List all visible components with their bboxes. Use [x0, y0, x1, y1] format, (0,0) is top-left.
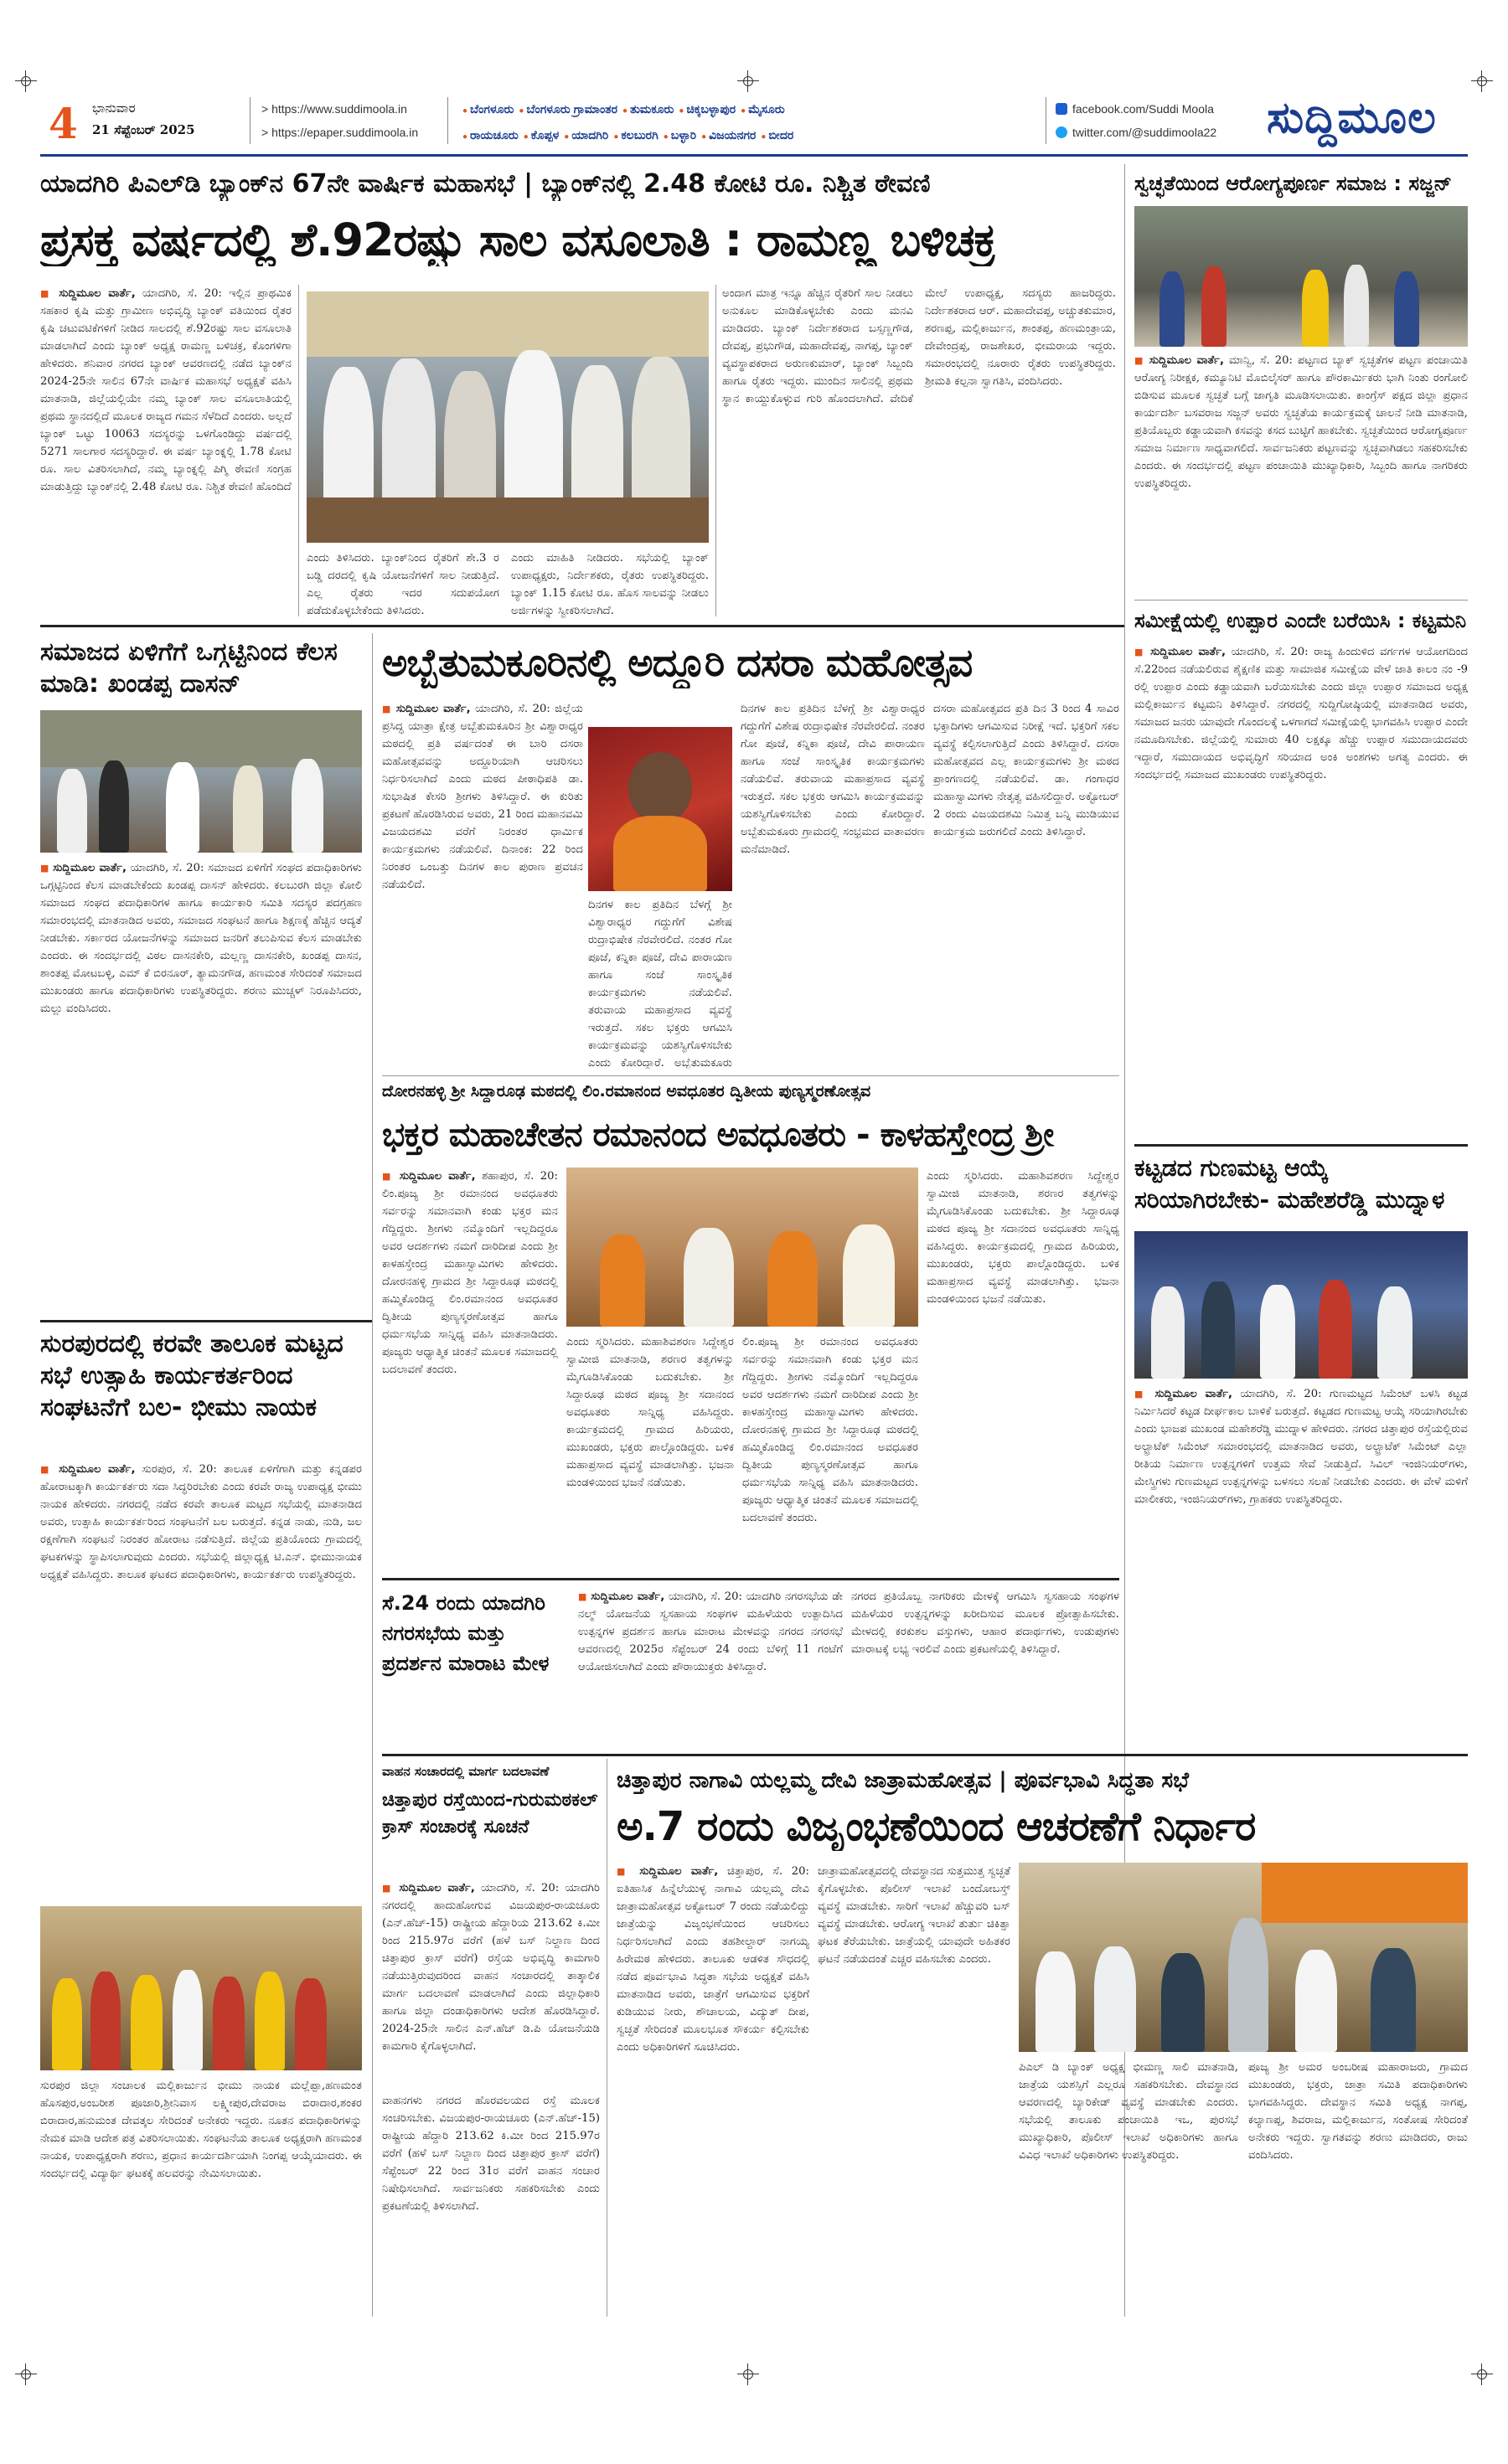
dasara-column-3: ದಿನಗಳ ಕಾಲ ಪ್ರತಿದಿನ ಬೆಳಗ್ಗೆ ಶ್ರೀ ವಿಶ್ವಾರಾಧ್ಯರ ಗದ್ದುಗೆಗೆ ವಿಶೇಷ ರುದ್ರಾಭಿಷೇಕ ನೆರವೇರಲಿದೆ. ನಂತರ ಗೋ ಪೂಜೆ, ಕನ್ನಿಕಾ ಪೂಜೆ, ದೇವಿ ಪಾರಾಯಣ ಹಾಗೂ ಸಂಜೆ ಸಾಂಸ್ಕೃತಿಕ ಕಾರ್ಯಕ್ರಮಗಳು ನಡೆಯಲಿವೆ. ತರುವಾಯ ಮಹಾಪ್ರಸಾದ ವ್ಯವಸ್ಥೆ ಇರುತ್ತದೆ. ಸಕಲ ಭಕ್ತರು ಆಗಮಿಸಿ ಕಾರ್ಯಕ್ರಮವನ್ನು ಯಶಸ್ವಿಗೊಳಿಸಬೇಕು ಎಂದು ಕೋರಿದ್ದಾರೆ. ಅಬ್ಬೆತುಮಕೂರು ಗ್ರಾಮದಲ್ಲಿ ಸಂಭ್ರಮದ ವಾತಾವರಣ ಮನೆಮಾಡಿದೆ.: [741, 703, 925, 856]
edition-city-link[interactable]: ● ಬೆಂಗಳೂರು ಗ್ರಾಮಾಂತರ: [514, 102, 617, 116]
facebook-link[interactable]: facebook.com/Suddi Moola: [1072, 102, 1214, 116]
bheemu-photo: [40, 1906, 362, 2070]
edition-city-link[interactable]: ● ಮೈಸೂರು: [736, 102, 785, 116]
lead-column-1: ■ ಸುದ್ದಿಮೂಲ ವಾರ್ತೆ, ಯಾದಗಿರಿ, ಸೆ. 20: ಇಲ್ಲಿನ ಪ್ರಾಥಮಿಕ ಸಹಕಾರ ಕೃಷಿ ಮತ್ತು ಗ್ರಾಮೀಣ ಅಭಿವೃದ್ಧಿ ಬ್ಯಾಂಕ್ ವತಿಯಿಂದ ರೈತರ ಕೃಷಿ ಚಟುವಟಿಕೆಗಳಿಗೆ ನೀಡಿದ ಸಾಲದಲ್ಲಿ ಶೆ.92ರಷ್ಟು ಸಾಲ ವಸೂಲಾತಿ ಮಾಡಲಾಗಿದೆ ಎಂದು ಬ್ಯಾಂಕ್ ಅಧ್ಯಕ್ಷ ರಾಮಣ್ಣ ಬಳಿಚಕ್ರ, ಕೊಂಗಳಿಗಾ ಹೇಳಿದರು. ಶನಿವಾರ ನಗರದ ಬ್ಯಾಂಕ್ ಆವರಣದಲ್ಲಿ ನಡೆದ ಬ್ಯಾಂಕ್‌ನ 2024-25ನೇ ಸಾಲಿನ 67ನೇ ವಾರ್ಷಿಕ ಮಹಾಸಭೆ ಅಧ್ಯಕ್ಷತೆ ವಹಿಸಿ ಮಾತನಾಡಿ, ಜಿಲ್ಲೆಯಲ್ಲಿಯೇ ನಮ್ಮ ಬ್ಯಾಂಕ್ ಸಾಲ ವಸೂಲಾತಿಯಲ್ಲಿ ಪ್ರಥಮ ಸ್ಥಾನದಲ್ಲಿದೆ ಮೂಲಕ ರಾಜ್ಯದ ಗಮನ ಸೆಳೆದಿದೆ ಎಂದರು. ಅಲ್ಲದೆ ಬ್ಯಾಂಕ್ ಒಟ್ಟು 10063 ಸದಸ್ಯರನ್ನು ಒಳಗೊಂಡಿದ್ದು ವರ್ಷದಲ್ಲಿ 5271 ಸಾಲಗಾರ ಸದಸ್ಯರಿದ್ದಾರೆ. ಈ ವರ್ಷ ಬ್ಯಾಂಕ್ನಲ್ಲಿ 1.78 ಕೋಟಿ ರೂ. ಸಾಲ ವಿತರಿಸಲಾಗಿದೆ, ನಮ್ಮ ಬ್ಯಾಂಕ್ನಲ್ಲಿ ಪಿಗ್ಮಿ ಠೇವಣಿ ಸಂಗ್ರಹ ಮಾಡುತ್ತಿದ್ದು ಬ್ಯಾಂಕ್‌ನಲ್ಲಿ 2.48 ಕೋಟಿ ರೂ. ನಿಶ್ಚಿತ ಠೇವಣಿ ಹೊಂದಿದೆ: [40, 285, 292, 616]
edition-city-link[interactable]: ● ಯಾದಗಿರಿ: [559, 128, 608, 142]
nagavi-kicker: ಚಿತ್ತಾಪುರ ನಾಗಾವಿ ಯಲ್ಲಮ್ಮ ದೇವಿ ಜಾತ್ರಾಮಹೋತ್ಸವ | ಪೂರ್ವಭಾವಿ ಸಿದ್ಧತಾ ಸಭೆ: [617, 1768, 1189, 1793]
nagavi-photo: [1019, 1863, 1468, 2052]
traffic-column-2: ವಾಹನಗಳು ನಗರದ ಹೊರವಲಯದ ರಸ್ತೆ ಮೂಲಕ ಸಂಚರಿಸಬೇಕು. ವಿಜಯಪುರ-ರಾಯಚೂರು (ಎನ್.ಹೆಚ್-15) ರಾಷ್ಟ್ರೀಯ ಹೆದ್ದಾರಿ 213.62 ಕಿ.ಮೀ ರಿಂದ 215.97ರ ವರೆಗೆ (ಹಳೆ ಬಸ್ ನಿಲ್ದಾಣ ದಿಂದ ಚಿತ್ತಾಪುರ ಕ್ರಾಸ್ ವರೆಗೆ) ಸೆಪ್ಟೆಂಬರ್ 22 ರಿಂದ 31ರ ವರೆಗೆ ವಾಹನ ಸಂಚಾರ ನಿಷೇಧಿಸಲಾಗಿದೆ. ಸಾರ್ವಜನಿಕರು ಸಹಕರಿಸಬೇಕು ಎಂದು ಪ್ರಕಟಣೆಯಲ್ಲಿ ತಿಳಿಸಲಾಗಿದೆ.: [382, 2092, 600, 2317]
edition-city-link[interactable]: ● ಕೊಪ್ಪಳ: [519, 128, 560, 142]
twitter-link[interactable]: twitter.com/@suddimoola22: [1072, 126, 1217, 139]
lead-photo: [307, 291, 709, 543]
registration-mark-bottom-center: [737, 2363, 759, 2385]
edition-city-link[interactable]: ● ವಿಜಯನಗರ: [696, 128, 756, 142]
fair-column-2: ನಗರದ ಪ್ರತಿಯೊಬ್ಬ ನಾಗರಿಕರು ಮೇಳಕ್ಕೆ ಆಗಮಿಸಿ ಸ್ವಸಹಾಯ ಸಂಘಗಳ ಮಹಿಳೆಯರ ಉತ್ಪನ್ನಗಳನ್ನು ಖರೀದಿಸುವ ಮೂಲಕ ಪ್ರೋತ್ಸಾಹಿಸಬೇಕು. ಮೇಳದಲ್ಲಿ ಕರಕುಶಲ ವಸ್ತುಗಳು, ಆಹಾರ ಪದಾರ್ಥಗಳು, ಉಡುಪುಗಳು ಮಾರಾಟಕ್ಕೆ ಲಭ್ಯ ಇರಲಿವೆ ಎಂದು ಪ್ರಕಟಣೆಯಲ್ಲಿ ತಿಳಿಸಿದ್ದಾರೆ.: [851, 1590, 1119, 1656]
ramananda-column-3: ಲಿಂ.ಪೂಜ್ಯ ಶ್ರೀ ರಮಾನಂದ ಅವಧೂತರು ಸರ್ವರನ್ನು ಸಮಾನವಾಗಿ ಕಂಡು ಭಕ್ತರ ಮನ ಗೆದ್ದಿದ್ದರು. ಶ್ರೀಗಳು ನಮ್ಮೊಂದಿಗೆ ಇಲ್ಲದಿದ್ದರೂ ಅವರ ಆದರ್ಶಗಳು ನಮಗೆ ದಾರಿದೀಪ ಎಂದು ಶ್ರೀ ಕಾಳಹಸ್ತೇಂದ್ರ ಮಹಾಸ್ವಾಮಿಗಳು ಹೇಳಿದರು. ದೋರನಹಳ್ಳಿ ಗ್ರಾಮದ ಶ್ರೀ ಸಿದ್ದಾರೂಢ ಮಠದಲ್ಲಿ ಹಮ್ಮಿಕೊಂಡಿದ್ದ ಲಿಂ.ರಮಾನಂದ ಅವಧೂತರ ದ್ವಿತೀಯ ಪುಣ್ಯಸ್ಮರಣೋತ್ಸವ ಹಾಗೂ ಧರ್ಮಸಭೆಯ ಸಾನ್ನಿಧ್ಯ ವಹಿಸಿ ಮಾತನಾಡಿದರು. ಪೂಜ್ಯರು ಆಧ್ಯಾತ್ಮಿಕ ಚಿಂತನೆ ಮೂಲಕ ಸಮಾಜದಲ್ಲಿ ಬದಲಾವಣೆ ತಂದರು.: [742, 1336, 918, 1524]
epaper-link[interactable]: https://epaper.suddimoola.in: [271, 126, 419, 139]
edition-city-link[interactable]: ● ಬಳ್ಳಾರಿ: [658, 128, 696, 142]
dasara-headline: ಅಬ್ಬೆತುಮಕೂರಿನಲ್ಲಿ ಅದ್ದೂರಿ ದಸರಾ ಮಹೋತ್ಸವ: [382, 640, 973, 685]
edition-city-link[interactable]: ● ಚಿಕ್ಕಬಳ್ಳಾಪುರ: [674, 102, 736, 116]
khandappa-photo: [40, 710, 362, 853]
ramananda-headline: ಭಕ್ತರ ಮಹಾಚೇತನ ರಮಾನಂದ ಅವಧೂತರು - ಕಾಳಹಸ್ತೇಂದ್ರ ಶ್ರೀ: [382, 1116, 1054, 1154]
registration-mark-bottom-left: [15, 2363, 37, 2385]
bheemu-story-continued: ಸುರಪುರ ಜಿಲ್ಲಾ ಸಂಚಾಲಕ ಮಲ್ಲಿಕಾರ್ಜುನ ಭೀಮು ನಾಯಕ ಮಲ್ಲೆಪ್ಪಾ,ಹಣಮಂತ ಹೊಸಪುರ,ಅಂಬರೀಶ ಪೂಜಾರಿ,ಶ್ರೀನಿವಾಸ ಲಕ್ಷ್ಮೀಪುರ,ದೇವರಾಜ ಬಿರಾದಾರ,ಶಂಕರ ಬಿರಾದಾರ,ಹನುಮಂತ ದೇವತ್ಕಲ ಸೇರಿದಂತೆ ಅನೇಕರು ಇದ್ದರು. ನೂತನ ಪದಾಧಿಕಾರಿಗಳನ್ನು ನೇಮಕ ಮಾಡಿ ಆದೇಶ ಪತ್ರ ವಿತರಿಸಲಾಯಿತು. ಸಂಘಟನೆಯ ತಾಲೂಕ ಅಧ್ಯಕ್ಷರಾಗಿ ಹಣಮಂತ ನಾಯಕ, ಉಪಾಧ್ಯಕ್ಷರಾಗಿ ಶರಣು, ಪ್ರಧಾನ ಕಾರ್ಯದರ್ಶಿಯಾಗಿ ನಿಂಗಪ್ಪ ಆಯ್ಕೆಯಾದರು. ಈ ಸಂದರ್ಭದಲ್ಲಿ ವಿದ್ಯಾರ್ಥಿ ಘಟಕಕ್ಕೆ ಹಲವರನ್ನು ನೇಮಿಸಲಾಯಿತು.: [40, 2080, 362, 2180]
kattada-story: ■ ಸುದ್ದಿಮೂಲ ವಾರ್ತೆ, ಯಾದಗಿರಿ, ಸೆ. 20: ಗುಣಮಟ್ಟದ ಸಿಮೆಂಟ್ ಬಳಸಿ ಕಟ್ಟಡ ನಿರ್ಮಿಸಿದರೆ ಕಟ್ಟಡ ದೀರ್ಘಕಾಲ ಬಾಳಿಕೆ ಬರುತ್ತದೆ. ಕಟ್ಟಡದ ಗುಣಮಟ್ಟ ಆಯ್ಕೆ ಸರಿಯಾಗಿರಬೇಕು ಎಂದು ಭಾಜಪ ಮುಖಂಡ ಮಹೇಶರೆಡ್ಡಿ ಮುದ್ನಾಳ ಹೇಳಿದರು. ನಗರದ ಚಿತ್ತಾಪುರ ರಸ್ತೆಯಲ್ಲಿರುವ ಅಲ್ಟ್ರಾಟೆಕ್ ಸಿಮೆಂಟ್ ಸಮಾರಂಭದಲ್ಲಿ ಮಾತನಾಡಿದ ಅವರು, ಅಲ್ಟ್ರಾಟೆಕ್ ಸಿಮೆಂಟ್ ಎಲ್ಲಾ ರೀತಿಯ ನಿರ್ಮಾಣ ಉತ್ಪನ್ನಗಳಿಗೆ ಉತ್ತಮ ಸೇವೆ ನೀಡುತ್ತಿದೆ. ಸಿವಿಲ್ ಇಂಜಿನಿಯರ್‌ಗಳು, ಮೇಸ್ತ್ರಿಗಳು ಗುಣಮಟ್ಟದ ಉತ್ಪನ್ನಗಳನ್ನು ಬಳಸಲು ಸಲಹೆ ನೀಡಬೇಕು ಎಂದರು. ಈ ವೇಳೆ ಮಳಿಗೆ ಮಾಲೀಕರು, ಇಂಜಿನಿಯರ್‌ಗಳು, ಗ್ರಾಹಕರು ಉಪಸ್ಥಿತರಿದ್ದರು.: [1134, 1385, 1468, 1720]
edition-city-link[interactable]: ● ಬೀದರ: [756, 128, 793, 142]
registration-mark-bottom-right: [1471, 2363, 1493, 2385]
social-links: [1056, 97, 1216, 144]
edition-cities: [457, 97, 793, 149]
weekday: ಭಾನುವಾರ: [92, 101, 136, 116]
fair-column-1: ■ ಸುದ್ದಿಮೂಲ ವಾರ್ತೆ, ಯಾದಗಿರಿ, ಸೆ. 20: ಯಾದಗಿರಿ ನಗರಸಭೆಯ ಡೇ ನಲ್ಮ್ ಯೋಜನೆಯ ಸ್ವಸಹಾಯ ಸಂಘಗಳ ಮಹಿಳೆಯರು ಉತ್ಪಾದಿಸಿದ ಉತ್ಪನ್ನಗಳ ಪ್ರದರ್ಶನ ಹಾಗೂ ಮಾರಾಟ ಮೇಳವನ್ನು ನಗರದ ನಗರಸಭೆ ಆವರಣದಲ್ಲಿ 2025ರ ಸೆಪ್ಟೆಂಬರ್ 24 ರಂದು ಬೆಳಿಗ್ಗೆ 11 ಗಂಟೆಗೆ ಆಯೋಜಿಸಲಾಗಿದೆ ಎಂದು ಪೌರಾಯುಕ್ತರು ತಿಳಿಸಿದ್ದಾರೆ.: [578, 1588, 843, 1747]
nagavi-column-4: ಪೂಜ್ಯ ಶ್ರೀ ಅಮರ ಅಂಬರೀಷ ಮಹಾರಾಜರು, ಗ್ರಾಮದ ಮುಖಂಡರು, ಭಕ್ತರು, ಜಾತ್ರಾ ಸಮಿತಿ ಪದಾಧಿಕಾರಿಗಳು ಭಾಗವಹಿಸಿದ್ದರು. ದೇವಸ್ಥಾನ ಸಮಿತಿ ಅಧ್ಯಕ್ಷ ನಾಗಪ್ಪ, ಕಲ್ಯಾಣಪ್ಪ, ಶಿವರಾಜ, ಮಲ್ಲಿಕಾರ್ಜುನ, ಸಂತೋಷ ಸೇರಿದಂತೆ ಅನೇಕರು ಇದ್ದರು. ಸ್ವಾಗತವನ್ನು ಶರಣು ಮಾಡಿದರು, ರಾಜು ವಂದಿಸಿದರು.: [1248, 2061, 1468, 2162]
page-number: 4: [49, 99, 78, 148]
ramananda-column-2: ಎಂದು ಸ್ಮರಿಸಿದರು. ಮಹಾಶಿವಶರಣ ಸಿದ್ದೇಶ್ವರ ಸ್ವಾಮೀಜಿ ಮಾತನಾಡಿ, ಶರಣರ ತತ್ವಗಳನ್ನು ಮೈಗೂಡಿಸಿಕೊಂಡು ಬದುಕಬೇಕು. ಶ್ರೀ ಸಿದ್ದಾರೂಢ ಮಠದ ಪೂಜ್ಯ ಶ್ರೀ ಸದಾನಂದ ಅವಧೂತರು ಸಾನ್ನಿಧ್ಯ ವಹಿಸಿದ್ದರು. ಕಾರ್ಯಕ್ರಮದಲ್ಲಿ ಗ್ರಾಮದ ಹಿರಿಯರು, ಮುಖಂಡರು, ಭಕ್ತರು ಪಾಲ್ಗೊಂಡಿದ್ದರು. ಬಳಿಕ ಮಹಾಪ್ರಸಾದ ವ್ಯವಸ್ಥೆ ಮಾಡಲಾಗಿತ್ತು. ಭಜನಾ ಮಂಡಳಿಯಿಂದ ಭಜನೆ ನಡೆಯಿತು.: [566, 1336, 734, 1489]
nagavi-column-1: ■ ಸುದ್ದಿಮೂಲ ವಾರ್ತೆ, ಚಿತ್ತಾಪುರ, ಸೆ. 20: ಐತಿಹಾಸಿಕ ಹಿನ್ನೆಲೆಯುಳ್ಳ ನಾಗಾವಿ ಯಲ್ಲಮ್ಮ ದೇವಿ ಜಾತ್ರಾಮಹೋತ್ಸವ ಅಕ್ಟೋಬರ್ 7 ರಂದು ನಡೆಯಲಿದ್ದು ಜಾತ್ರೆಯನ್ನು ವಿಜೃಂಭಣೆಯಿಂದ ಆಚರಿಸಲು ನಿರ್ಧರಿಸಲಾಗಿದೆ ಎಂದು ತಹಶೀಲ್ದಾರ್ ನಾಗಯ್ಯ ಹಿರೇಮಠ ಹೇಳಿದರು. ತಾಲೂಕು ಆಡಳಿತ ಸೌಧದಲ್ಲಿ ನಡೆದ ಪೂರ್ವಭಾವಿ ಸಿದ್ಧತಾ ಸಭೆಯ ಅಧ್ಯಕ್ಷತೆ ವಹಿಸಿ ಮಾತನಾಡಿದ ಅವರು, ಜಾತ್ರೆಗೆ ಆಗಮಿಸುವ ಭಕ್ತರಿಗೆ ಕುಡಿಯುವ ನೀರು, ಶೌಚಾಲಯ, ವಿದ್ಯುತ್ ದೀಪ, ಸ್ವಚ್ಛತೆ ಸೇರಿದಂತೆ ಮೂಲಭೂತ ಸೌಕರ್ಯ ಕಲ್ಪಿಸಬೇಕು ಎಂದು ಅಧಿಕಾರಿಗಳಿಗೆ ಸೂಚಿಸಿದರು.: [617, 1863, 809, 2317]
lead-headline: ಪ್ರಸಕ್ತ ವರ್ಷದಲ್ಲಿ ಶೆ.92ರಷ್ಟು ಸಾಲ ವಸೂಲಾತಿ : ರಾಮಣ್ಣ ಬಳಿಚಕ್ರ: [40, 214, 996, 266]
traffic-kicker: ವಾಹನ ಸಂಚಾರದಲ್ಲಿ ಮಾರ್ಗ ಬದಲಾವಣೆ: [382, 1764, 550, 1779]
kattamani-headline: ಸಮೀಕ್ಷೆಯಲ್ಲಿ ಉಪ್ಪಾರ ಎಂದೇ ಬರೆಯಿಸಿ : ಕಟ್ಟಮನಿ: [1134, 609, 1467, 632]
nagavi-column-3: ಪಿಎಲ್ ಡಿ ಬ್ಯಾಂಕ್ ಅಧ್ಯಕ್ಷ ಭೀಮಣ್ಣ ಸಾಲಿ ಮಾತನಾಡಿ, ಜಾತ್ರೆಯ ಯಶಸ್ಸಿಗೆ ಎಲ್ಲರೂ ಸಹಕರಿಸಬೇಕು. ದೇವಸ್ಥಾನದ ಆವರಣದಲ್ಲಿ ಬ್ಯಾರಿಕೇಡ್ ವ್ಯವಸ್ಥೆ ಮಾಡಬೇಕು ಎಂದರು. ಸಭೆಯಲ್ಲಿ ತಾಲೂಕು ಪಂಚಾಯಿತಿ ಇಒ, ಪುರಸಭೆ ಮುಖ್ಯಾಧಿಕಾರಿ, ಪೊಲೀಸ್ ಇಲಾಖೆ ಅಧಿಕಾರಿಗಳು ಹಾಗೂ ವಿವಿಧ ಇಲಾಖೆ ಅಧಿಕಾರಿಗಳು ಉಪಸ್ಥಿತರಿದ್ದರು.: [1019, 2061, 1238, 2162]
ramananda-photo: [566, 1168, 918, 1327]
nagavi-headline: ಅ.7 ರಂದು ವಿಜೃಂಭಣೆಯಿಂದ ಆಚರಣೆಗೆ ನಿರ್ಧಾರ: [617, 1803, 1256, 1850]
lead-kicker: ಯಾದಗಿರಿ ಪಿಎಲ್‌ಡಿ ಬ್ಯಾಂಕ್‌ನ 67ನೇ ವಾರ್ಷಿಕ ಮಹಾಸಭೆ | ಬ್ಯಾಂಕ್‌ನಲ್ಲಿ 2.48 ಕೋಟಿ ರೂ. ನಿಶ್ಚಿತ ಠೇವಣಿ: [40, 169, 931, 198]
newspaper-logo: ಸುದ್ದಿಮೂಲ: [1267, 92, 1437, 143]
edition-city-link[interactable]: ● ರಾಯಚೂರು: [457, 128, 519, 142]
kattada-headline: ಕಟ್ಟಡದ ಗುಣಮಟ್ಟ ಆಯ್ಕೆ ಸರಿಯಾಗಿರಬೇಕು- ಮಹೇಶರೆಡ್ಡಿ ಮುದ್ನಾಳ: [1134, 1154, 1445, 1214]
twitter-icon: [1056, 126, 1067, 138]
nagavi-column-2: ಜಾತ್ರಾಮಹೋತ್ಸವದಲ್ಲಿ ದೇವಸ್ಥಾನದ ಸುತ್ತಮುತ್ತ ಸ್ವಚ್ಛತೆ ಕೈಗೊಳ್ಳಬೇಕು. ಪೊಲೀಸ್ ಇಲಾಖೆ ಬಂದೋಬಸ್ತ್ ವ್ಯವಸ್ಥೆ ಮಾಡಬೇಕು. ಸಾರಿಗೆ ಇಲಾಖೆ ಹೆಚ್ಚುವರಿ ಬಸ್ ವ್ಯವಸ್ಥೆ ಮಾಡಬೇಕು. ಆರೋಗ್ಯ ಇಲಾಖೆ ತುರ್ತು ಚಿಕಿತ್ಸಾ ಘಟಕ ತೆರೆಯಬೇಕು. ಜಾತ್ರೆಯಲ್ಲಿ ಯಾವುದೇ ಅಹಿತಕರ ಘಟನೆ ನಡೆಯದಂತೆ ಎಚ್ಚರ ವಹಿಸಬೇಕು ಎಂದರು.: [818, 1865, 1010, 1966]
ramananda-column-4: ಎಂದು ಸ್ಮರಿಸಿದರು. ಮಹಾಶಿವಶರಣ ಸಿದ್ದೇಶ್ವರ ಸ್ವಾಮೀಜಿ ಮಾತನಾಡಿ, ಶರಣರ ತತ್ವಗಳನ್ನು ಮೈಗೂಡಿಸಿಕೊಂಡು ಬದುಕಬೇಕು. ಶ್ರೀ ಸಿದ್ದಾರೂಢ ಮಠದ ಪೂಜ್ಯ ಶ್ರೀ ಸದಾನಂದ ಅವಧೂತರು ಸಾನ್ನಿಧ್ಯ ವಹಿಸಿದ್ದರು. ಕಾರ್ಯಕ್ರಮದಲ್ಲಿ ಗ್ರಾಮದ ಹಿರಿಯರು, ಮುಖಂಡರು, ಭಕ್ತರು ಪಾಲ್ಗೊಂಡಿದ್ದರು. ಬಳಿಕ ಮಹಾಪ್ರಸಾದ ವ್ಯವಸ್ಥೆ ಮಾಡಲಾಗಿತ್ತು. ಭಜನಾ ಮಂಡಳಿಯಿಂದ ಭಜನೆ ನಡೆಯಿತು.: [927, 1170, 1119, 1306]
fair-headline: ಸೆ.24 ರಂದು ಯಾದಗಿರಿ ನಗರಸಭೆಯ ಮತ್ತು ಪ್ರದರ್ಶನ ಮಾರಾಟ ಮೇಳ: [382, 1591, 550, 1675]
dasara-column-2b: ದಿನಗಳ ಕಾಲ ಪ್ರತಿದಿನ ಬೆಳಗ್ಗೆ ಶ್ರೀ ವಿಶ್ವಾರಾಧ್ಯರ ಗದ್ದುಗೆಗೆ ವಿಶೇಷ ರುದ್ರಾಭಿಷೇಕ ನೆರವೇರಲಿದೆ. ನಂತರ ಗೋ ಪೂಜೆ, ಕನ್ನಿಕಾ ಪೂಜೆ, ದೇವಿ ಪಾರಾಯಣ ಹಾಗೂ ಸಂಜೆ ಸಾಂಸ್ಕೃತಿಕ ಕಾರ್ಯಕ್ರಮಗಳು ನಡೆಯಲಿವೆ. ತರುವಾಯ ಮಹಾಪ್ರಸಾದ ವ್ಯವಸ್ಥೆ ಇರುತ್ತದೆ. ಸಕಲ ಭಕ್ತರು ಆಗಮಿಸಿ ಕಾರ್ಯಕ್ರಮವನ್ನು ಯಶಸ್ವಿಗೊಳಿಸಬೇಕು ಎಂದು ಕೋರಿದ್ದಾರೆ. ಅಬ್ಬೆತುಮಕೂರು: [588, 899, 732, 1069]
registration-mark-top-center: [737, 70, 759, 92]
masthead: [40, 92, 1468, 152]
swachhata-headline: ಸ್ವಚ್ಛತೆಯಿಂದ ಆರೋಗ್ಯಪೂರ್ಣ ಸಮಾಜ : ಸಜ್ಜನ್: [1134, 172, 1452, 195]
swachhata-photo: [1134, 206, 1468, 347]
ramananda-column-1: ■ ಸುದ್ದಿಮೂಲ ವಾರ್ತೆ, ಶಹಾಪುರ, ಸೆ. 20: ಲಿಂ.ಪೂಜ್ಯ ಶ್ರೀ ರಮಾನಂದ ಅವಧೂತರು ಸರ್ವರನ್ನು ಸಮಾನವಾಗಿ ಕಂಡು ಭಕ್ತರ ಮನ ಗೆದ್ದಿದ್ದರು. ಶ್ರೀಗಳು ನಮ್ಮೊಂದಿಗೆ ಇಲ್ಲದಿದ್ದರೂ ಅವರ ಆದರ್ಶಗಳು ನಮಗೆ ದಾರಿದೀಪ ಎಂದು ಶ್ರೀ ಕಾಳಹಸ್ತೇಂದ್ರ ಮಹಾಸ್ವಾಮಿಗಳು ಹೇಳಿದರು. ದೋರನಹಳ್ಳಿ ಗ್ರಾಮದ ಶ್ರೀ ಸಿದ್ದಾರೂಢ ಮಠದಲ್ಲಿ ಹಮ್ಮಿಕೊಂಡಿದ್ದ ಲಿಂ.ರಮಾನಂದ ಅವಧೂತರ ದ್ವಿತೀಯ ಪುಣ್ಯಸ್ಮರಣೋತ್ಸವ ಹಾಗೂ ಧರ್ಮಸಭೆಯ ಸಾನ್ನಿಧ್ಯ ವಹಿಸಿ ಮಾತನಾಡಿದರು. ಪೂಜ್ಯರು ಆಧ್ಯಾತ್ಮಿಕ ಚಿಂತನೆ ಮೂಲಕ ಸಮಾಜದಲ್ಲಿ ಬದಲಾವಣೆ ತಂದರು.: [382, 1168, 558, 1570]
edition-city-link[interactable]: ● ಬೆಂಗಳೂರು: [457, 102, 514, 116]
lead-column-3: ಎಂದು ಮಾಹಿತಿ ನೀಡಿದರು. ಸಭೆಯಲ್ಲಿ ಬ್ಯಾಂಕ್ ಉಪಾಧ್ಯಕ್ಷರು, ನಿರ್ದೇಶಕರು, ರೈತರು ಉಪಸ್ಥಿತರಿದ್ದರು. ಬ್ಯಾಂಕ್ 1.15 ಕೋಟಿ ರೂ. ಹೊಸ ಸಾಲವನ್ನು ನೀಡಲು ಅರ್ಜಿಗಳನ್ನು ಸ್ವೀಕರಿಸಲಾಗಿದೆ.: [511, 552, 709, 617]
header-rule: [40, 154, 1468, 157]
ramananda-kicker: ದೋರನಹಳ್ಳಿ ಶ್ರೀ ಸಿದ್ದಾರೂಢ ಮಠದಲ್ಲಿ ಲಿಂ.ರಮಾನಂದ ಅವಧೂತರ ದ್ವಿತೀಯ ಪುಣ್ಯಸ್ಮರಣೋತ್ಸವ: [382, 1082, 871, 1101]
registration-mark-top-right: [1471, 70, 1493, 92]
dasara-column-1: ■ ಸುದ್ದಿಮೂಲ ವಾರ್ತೆ, ಯಾದಗಿರಿ, ಸೆ. 20: ಜಿಲ್ಲೆಯ ಪ್ರಸಿದ್ಧ ಯಾತ್ರಾ ಕ್ಷೇತ್ರ ಅಬ್ಬೆತುಮಕೂರಿನ ಶ್ರೀ ವಿಶ್ವಾರಾಧ್ಯರ ಮಠದಲ್ಲಿ ಪ್ರತಿ ವರ್ಷದಂತೆ ಈ ಬಾರಿ ದಸರಾ ಮಹೋತ್ಸವವನ್ನು ಅದ್ದೂರಿಯಾಗಿ ಆಚರಿಸಲು ನಿರ್ಧರಿಸಲಾಗಿದೆ ಎಂದು ಮಠದ ಪೀಠಾಧಿಪತಿ ಡಾ. ಸುಭಾಷಿತ ಕೇಸರಿ ಶ್ರೀಗಳು ತಿಳಿಸಿದ್ದಾರೆ. ಈ ಕುರಿತು ಪ್ರಕಟಣೆ ಹೊರಡಿಸಿರುವ ಅವರು, 21 ರಿಂದ ಮಹಾನವಮಿ ವಿಜಯದಶಮಿ ವರೆಗೆ ನಿರಂತರ ಧಾರ್ಮಿಕ ಕಾರ್ಯಕ್ರಮಗಳು ನಡೆಯಲಿವೆ. ದಿನಾಂಕ: 22 ರಿಂದ ನಿರಂತರ ಒಂಬತ್ತು ದಿನಗಳ ಕಾಲ ಪುರಾಣ ಪ್ರವಚನ ನಡೆಯಲಿದೆ.: [382, 700, 583, 1069]
khandappa-headline: ಸಮಾಜದ ಏಳಿಗೆಗೆ ಒಗ್ಗಟ್ಟಿನಿಂದ ಕೆಲಸ ಮಾಡಿ: ಖಂಡಪ್ಪ ದಾಸನ್: [40, 637, 338, 698]
bheemu-headline: ಸುರಪುರದಲ್ಲಿ ಕರವೇ ತಾಲೂಕ ಮಟ್ಟದ ಸಭೆ ಉತ್ಸಾಹಿ ಕಾರ್ಯಕರ್ತರಿಂದ ಸಂಘಟನೆಗೆ ಬಲ- ಭೀಮು ನಾಯಕ: [40, 1329, 343, 1422]
kattamani-story: ■ ಸುದ್ದಿಮೂಲ ವಾರ್ತೆ, ಯಾದಗಿರಿ, ಸೆ. 20: ರಾಜ್ಯ ಹಿಂದುಳಿದ ವರ್ಗಗಳ ಆಯೋಗದಿಂದ ಸೆ.22ರಿಂದ ನಡೆಯಲಿರುವ ಶೈಕ್ಷಣಿಕ ಮತ್ತು ಸಾಮಾಜಿಕ ಸಮೀಕ್ಷೆಯ ವೇಳೆ ಜಾತಿ ಕಾಲಂ ನಂ -9 ರಲ್ಲಿ ಉಪ್ಪಾರ ಎಂದು ಕಡ್ಡಾಯವಾಗಿ ಬರೆಯಿಸಬೇಕು ಎಂದು ಜಿಲ್ಲಾ ಉಪ್ಪಾರ ಸಮಾಜದ ಅಧ್ಯಕ್ಷ ಮಲ್ಲಿಕಾರ್ಜುನ ಕಟ್ಟಮನಿ ತಿಳಿಸಿದ್ದಾರೆ. ನಗರದಲ್ಲಿ ಸುದ್ದಿಗೋಷ್ಠಿಯಲ್ಲಿ ಮಾತನಾಡಿದ ಅವರು, ಸಮಾಜದ ಜನರು ಯಾವುದೇ ಗೊಂದಲಕ್ಕೆ ಒಳಗಾಗದೆ ಸಮೀಕ್ಷೆಯಲ್ಲಿ ಭಾಗವಹಿಸಿ ಉಪ್ಪಾರ ಎಂದೇ ನಮೂದಿಸಬೇಕು. ಜಿಲ್ಲೆಯಲ್ಲಿ ಸುಮಾರು 40 ಲಕ್ಷಕ್ಕೂ ಹೆಚ್ಚು ಉಪ್ಪಾರ ಸಮುದಾಯದವರು ಇದ್ದಾರೆ, ಸಮುದಾಯದ ಅಭಿವೃದ್ಧಿಗೆ ಸರಿಯಾದ ಅಂಕಿ ಅಂಶಗಳು ಅಗತ್ಯ ಎಂದರು. ಈ ಸಂದರ್ಭದಲ್ಲಿ ಸಮಾಜದ ಮುಖಂಡರು ಉಪಸ್ಥಿತರಿದ್ದರು.: [1134, 643, 1468, 1137]
swachhata-story: ■ ಸುದ್ದಿಮೂಲ ವಾರ್ತೆ, ಮಾನ್ವಿ, ಸೆ. 20: ಪಟ್ಟಣದ ಬ್ಯಾಕ್ ಸ್ವಚ್ಛತೆಗಳ ಪಟ್ಟಣ ಪಂಚಾಯಿತಿ ಆರೋಗ್ಯ ನಿರೀಕ್ಷಕ, ಕಮ್ಯೂನಿಟಿ ಮೊಬಿಲೈಸರ್ ಹಾಗೂ ಪೌರಕಾರ್ಮಿಕರು ಭಾಗಿ ನಿಂತು ರಂಗೋಲಿ ಬಿಡಿಸುವ ಮೂಲಕ ಸ್ವಚ್ಛತೆ ಬಗ್ಗೆ ಜಾಗೃತಿ ಮೂಡಿಸಲಾಯಿತು. ಕಾಂಗ್ರೆಸ್ ಪಕ್ಷದ ಜಿಲ್ಲಾ ಪ್ರಧಾನ ಕಾರ್ಯದರ್ಶಿ ಬಸವರಾಜ ಸಜ್ಜನ್ ಅವರು ಸ್ವಚ್ಛತೆಯ ಕಾರ್ಯಕ್ರಮಕ್ಕೆ ಚಾಲನೆ ನೀಡಿ ಮಾತನಾಡಿ, ಪ್ರತಿಯೊಬ್ಬರು ಕಡ್ಡಾಯವಾಗಿ ಕಸವನ್ನು ಕಸದ ಬುಟ್ಟಿಗೆ ಹಾಕಬೇಕು. ಸ್ವಚ್ಛತೆಯಿಂದ ಆರೋಗ್ಯಪೂರ್ಣ ಸಮಾಜ ನಿರ್ಮಾಣ ಸಾಧ್ಯವಾಗಲಿದೆ. ಸಾರ್ವಜನಿಕರು ಪಟ್ಟಣವನ್ನು ಸ್ವಚ್ಛವಾಗಿಡಲು ಸಹಕರಿಸಬೇಕು ಎಂದರು. ಈ ಸಂದರ್ಭದಲ್ಲಿ ಪಟ್ಟಣ ಪಂಚಾಯಿತಿ ಮುಖ್ಯಾಧಿಕಾರಿ, ಸಿಬ್ಬಂದಿ ಹಾಗೂ ನಾಗರಿಕರು ಉಪಸ್ಥಿತರಿದ್ದರು.: [1134, 352, 1468, 595]
website-link[interactable]: https://www.suddimoola.in: [271, 102, 407, 116]
lead-column-4: ಅಂದಾಗ ಮಾತ್ರ ಇನ್ನೂ ಹೆಚ್ಚಿನ ರೈತರಿಗೆ ಸಾಲ ನೀಡಲು ಅನುಕೂಲ ಮಾಡಿಕೊಳ್ಳಬೇಕು ಎಂದು ಮನವಿ ಮಾಡಿದರು. ಬ್ಯಾಂಕ್ ನಿರ್ದೇಶಕರಾದ ಬಸ್ಸಣ್ಣಗೌಡ, ದೇವಪ್ಪ, ಪ್ರಭುಗೌಡ, ಮಹಾದೇವಪ್ಪ, ನಾಗಪ್ಪ, ಬ್ಯಾಂಕ್ ವ್ಯವಸ್ಥಾಪಕರಾದ ಅರುಣಕುಮಾರ್, ಬ್ಯಾಂಕ್ ಸಿಬ್ಬಂದಿ ಹಾಗೂ ರೈತರು ಇದ್ದರು. ಮುಂದಿನ ಸಾಲಿನಲ್ಲಿ ಪ್ರಥಮ ಸ್ಥಾನ ಕಾಯ್ದುಕೊಳ್ಳುವ ಗುರಿ ಹೊಂದಲಾಗಿದೆ. ವೇದಿಕೆ ಮೇಲೆ ಉಪಾಧ್ಯಕ್ಷ, ಸದಸ್ಯರು ಹಾಜರಿದ್ದರು. ನಿರ್ದೇಶಕರಾದ ಆರ್. ಮಹಾದೇವಪ್ಪ, ಅಚ್ಚುತಕುಮಾರ, ಶರಣಪ್ಪ, ಮಲ್ಲಿಕಾರ್ಜುನ, ಶಾಂತಪ್ಪ, ಹಣಮಂತ್ರಾಯ, ದೇವೇಂದ್ರಪ್ಪ, ರಾಜಶೇಖರ, ಭೀಮರಾಯ ಇದ್ದರು. ಸಮಾರಂಭದಲ್ಲಿ ನೂರಾರು ರೈತರು ಉಪಸ್ಥಿತರಿದ್ದರು. ಶ್ರೀಮತಿ ಕಲ್ಪನಾ ಸ್ವಾಗತಿಸಿ, ವಂದಿಸಿದರು.: [722, 287, 1116, 405]
registration-mark-top-left: [15, 70, 37, 92]
date: 21 ಸೆಪ್ಟೆಂಬರ್ 2025: [92, 122, 195, 137]
swamiji-photo: [588, 727, 732, 891]
lead-column-2: ಎಂದು ತಿಳಿಸಿದರು. ಬ್ಯಾಂಕ್‌ನಿಂದ ರೈತರಿಗೆ ಶೇ.3 ರ ಬಡ್ಡಿ ದರದಲ್ಲಿ ಕೃಷಿ ಯೋಜನೆಗಳಿಗೆ ಸಾಲ ನೀಡುತ್ತಿದೆ. ಎಲ್ಲ ರೈತರು ಇದರ ಸದುಪಯೋಗ ಪಡೆದುಕೊಳ್ಳಬೇಕೆಂದು ತಿಳಿಸಿದರು.: [307, 552, 499, 617]
khandappa-story: ■ ಸುದ್ದಿಮೂಲ ವಾರ್ತೆ, ಯಾದಗಿರಿ, ಸೆ. 20: ಸಮಾಜದ ಏಳಿಗೆಗೆ ಸಂಘದ ಪದಾಧಿಕಾರಿಗಳು ಒಗ್ಗಟ್ಟಿನಿಂದ ಕೆಲಸ ಮಾಡಬೇಕೆಂದು ಖಂಡಪ್ಪ ದಾಸನ್ ಹೇಳಿದರು. ಕಲಬುರಗಿ ಜಿಲ್ಲಾ ಕೋಲಿ ಸಮಾಜದ ಸಂಘದ ಪದಾಧಿಕಾರಿಗಳ ಹಾಗೂ ಕಾರ್ಯಕಾರಿ ಸಮಿತಿ ಸದಸ್ಯರ ಪದಗ್ರಹಣ ಸಮಾರಂಭದಲ್ಲಿ ಮಾತನಾಡಿದ ಅವರು, ಸಮಾಜದ ಸಂಘಟನೆ ಹಾಗೂ ಶಿಕ್ಷಣಕ್ಕೆ ಹೆಚ್ಚಿನ ಆದ್ಯತೆ ನೀಡಬೇಕು. ಸರ್ಕಾರದ ಯೋಜನೆಗಳನ್ನು ಸಮಾಜದ ಜನರಿಗೆ ತಲುಪಿಸುವ ಕೆಲಸ ಮಾಡಬೇಕು ಎಂದರು. ಈ ಸಂದರ್ಭದಲ್ಲಿ ವಿಠಲ ದಾಸನಕೇರಿ, ಮಲ್ಲಣ್ಣ ದಾಸನಕೇರಿ, ಖಂಡಪ್ಪ ದಾಸನ, ಶಾಂತಪ್ಪ ಮೋಟಬಳ್ಳಿ, ಎಮ್ ಕೆ ಬಿರನೂರ್, ತ್ಯಾಮನಗೌಡ, ಹಣಮಂತ ಸೇರಿದಂತೆ ಸಮಾಜದ ಮುಖಂಡರು ಹಾಗೂ ಪದಾಧಿಕಾರಿಗಳು ಉಪಸ್ಥಿತರಿದ್ದರು. ಶರಣು ಮುಚ್ಚಳ್ ನಿರೂಪಿಸಿದರು, ಮಲ್ಲು ವಂದಿಸಿದರು.: [40, 859, 362, 1312]
facebook-icon: [1056, 103, 1067, 115]
traffic-column-1: ■ ಸುದ್ದಿಮೂಲ ವಾರ್ತೆ, ಯಾದಗಿರಿ, ಸೆ. 20: ಯಾದಗಿರಿ ನಗರದಲ್ಲಿ ಹಾದುಹೋಗುವ ವಿಜಯಪುರ-ರಾಯಚೂರು (ಎನ್.ಹೆಚ್-15) ರಾಷ್ಟ್ರೀಯ ಹೆದ್ದಾರಿಯ 213.62 ಕಿ.ಮೀ ರಿಂದ 215.97ರ ವರೆಗೆ (ಹಳೆ ಬಸ್ ನಿಲ್ದಾಣ ದಿಂದ ಚಿತ್ತಾಪುರ ಕ್ರಾಸ್ ವರೆಗೆ) ರಸ್ತೆಯ ಅಭಿವೃದ್ಧಿ ಕಾಮಗಾರಿ ನಡೆಯುತ್ತಿರುವುದರಿಂದ ವಾಹನ ಸಂಚಾರದಲ್ಲಿ ತಾತ್ಕಾಲಿಕ ಮಾರ್ಗ ಬದಲಾವಣೆ ಮಾಡಲಾಗಿದೆ ಎಂದು ಜಿಲ್ಲಾಧಿಕಾರಿ ಹಾಗೂ ಜಿಲ್ಲಾ ದಂಡಾಧಿಕಾರಿಗಳು ಆದೇಶ ಹೊರಡಿಸಿದ್ದಾರೆ. 2024-25ನೇ ಸಾಲಿನ ಎನ್.ಹೆಚ್ ಡಿ.ಪಿ ಯೋಜನೆಯಡಿ ಕಾಮಗಾರಿ ಕೈಗೊಳ್ಳಲಾಗಿದೆ.: [382, 1879, 600, 2317]
bheemu-story: ■ ಸುದ್ದಿಮೂಲ ವಾರ್ತೆ, ಸುರಪುರ, ಸೆ. 20: ತಾಲೂಕ ಏಳಿಗೆಗಾಗಿ ಮತ್ತು ಕನ್ನಡಪರ ಹೋರಾಟಕ್ಕಾಗಿ ಕಾರ್ಯಕರ್ತರು ಸದಾ ಸಿದ್ಧರಿರಬೇಕು ಎಂದು ಕರವೇ ರಾಜ್ಯ ಉಪಾಧ್ಯಕ್ಷ ಭೀಮು ನಾಯಕ ಹೇಳಿದರು. ನಗರದಲ್ಲಿ ನಡೆದ ಕರವೇ ತಾಲೂಕ ಮಟ್ಟದ ಸಭೆಯಲ್ಲಿ ಮಾತನಾಡಿದ ಅವರು, ಉತ್ಸಾಹಿ ಕಾರ್ಯಕರ್ತರಿಂದ ಸಂಘಟನೆಗೆ ಬಲ ಬರುತ್ತದೆ. ಕನ್ನಡ ನಾಡು, ನುಡಿ, ಜಲ ರಕ್ಷಣೆಗಾಗಿ ಸಂಘಟನೆ ನಿರಂತರ ಹೋರಾಟ ನಡೆಸುತ್ತಿದೆ. ಜಿಲ್ಲೆಯ ಪ್ರತಿಯೊಂದು ಗ್ರಾಮದಲ್ಲಿ ಘಟಕಗಳನ್ನು ಸ್ಥಾಪಿಸಲಾಗುವುದು ಎಂದರು. ಸಭೆಯಲ್ಲಿ ಜಿಲ್ಲಾಧ್ಯಕ್ಷ ಟಿ.ಎನ್. ಭೀಮುನಾಯಕ ಅಧ್ಯಕ್ಷತೆ ವಹಿಸಿದ್ದರು. ತಾಲೂಕ ಘಟಕದ ಪದಾಧಿಕಾರಿಗಳು, ಕಾರ್ಯಕರ್ತರು ಉಪಸ್ಥಿತರಿದ್ದರು.: [40, 1461, 362, 1900]
edition-city-link[interactable]: ● ತುಮಕೂರು: [617, 102, 674, 116]
edition-city-link[interactable]: ● ಕಲಬುರಗಿ: [608, 128, 658, 142]
kattada-photo: [1134, 1231, 1468, 1379]
issue-date: [92, 97, 195, 141]
dasara-column-4: ದಸರಾ ಮಹೋತ್ಸವದ ಪ್ರತಿ ದಿನ 3 ರಿಂದ 4 ಸಾವಿರ ಭಕ್ತಾದಿಗಳು ಆಗಮಿಸುವ ನಿರೀಕ್ಷೆ ಇದೆ. ಭಕ್ತರಿಗೆ ಸಕಲ ವ್ಯವಸ್ಥೆ ಕಲ್ಪಿಸಲಾಗುತ್ತಿದೆ ಎಂದು ತಿಳಿಸಿದ್ದಾರೆ. ದಸರಾ ಮಹೋತ್ಸವದ ಎಲ್ಲ ಕಾರ್ಯಕ್ರಮಗಳು ಶ್ರೀ ಮಠದ ಪ್ರಾಂಗಣದಲ್ಲಿ ನಡೆಯಲಿವೆ. ಡಾ. ಗಂಗಾಧರ ಮಹಾಸ್ವಾಮಿಗಳು ನೇತೃತ್ವ ವಹಿಸಲಿದ್ದಾರೆ. ಅಕ್ಟೋಬರ್ 2 ರಂದು ವಿಜಯದಶಮಿ ನಿಮಿತ್ತ ಬನ್ನಿ ಮುಡಿಯುವ ಕಾರ್ಯಕ್ರಮ ಜರುಗಲಿದೆ ಎಂದು ತಿಳಿಸಿದ್ದಾರೆ.: [933, 703, 1119, 838]
traffic-headline: ಚಿತ್ತಾಪುರ ರಸ್ತೆಯಿಂದ-ಗುರುಮಠಕಲ್ ಕ್ರಾಸ್ ಸಂಚಾರಕ್ಕೆ ಸೂಚನೆ: [382, 1790, 598, 1838]
header-divider: [447, 97, 448, 144]
header-links: > https://www.suddimoola.in > https://epaper.suddimoola.in: [261, 102, 419, 139]
